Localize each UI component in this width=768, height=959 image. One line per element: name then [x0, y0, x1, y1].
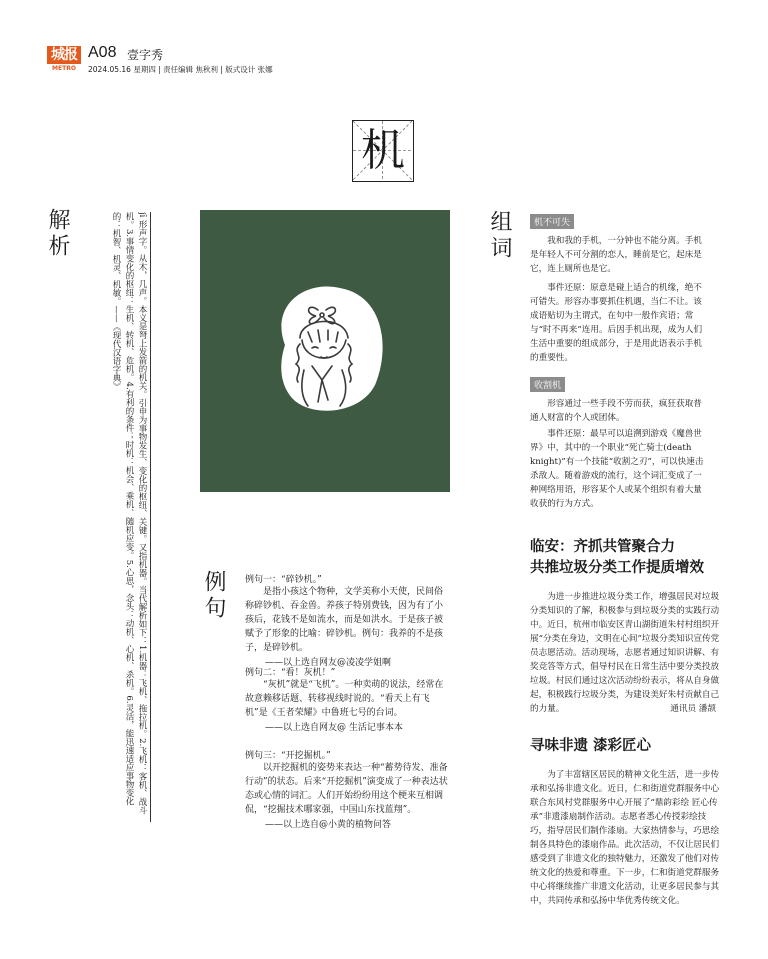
page-credits: 2024.05.16 星期四 | 责任编辑 焦秋利 | 版式设计 张娜 [88, 65, 273, 74]
title-char: 机 [361, 125, 405, 176]
news-headline-line-2: 共推垃圾分类工作提质增效 [530, 559, 704, 576]
news-body: 为了丰富辖区居民的精神文化生活，进一步传承和弘扬非遗文化。近日，仁和街道党群服务中心联合东风村党群服务中心开展了“鼎韵彩绘 匠心传承”非遗漆扇制作活动。志愿者悉心传授彩绘技巧，指导居民们制作漆扇。大家热情参与，巧思绘制各具特色的漆扇作品。此次活动，不仅让居民们感受到了非遗文化的独特魅力，还激发了他们对传统文化的热爱和尊重。下一步，仁和街道党群服务中心将继续推广非遗文化活动，让更多居民参与其中，共同传承和弘扬中华优秀传统文化。 [530, 770, 720, 906]
word-group-1 [530, 210, 710, 365]
analysis-text: jī 形声字。从木，几声。本义是弩上发箭的机关。引申为事物发生、变化的枢纽、关键。又指机器。当代解析如下：1.机器：飞机、拖拉机。2.飞机：客机、战斗机。3.事情变化的枢纽：生机、转机、危机。4.有利的条件；时机：机会、乘机、随机应变。5.心思，念头：动机、心机、杀机。6.灵活，能迅速适应事物变化的：机智、机灵、机敏。——《现代汉语字典》 [111, 212, 147, 815]
title-char-box [352, 120, 414, 182]
example-body: 是指小孩这个物种，文学美称小天使，民间俗称碎钞机、吞金兽。养孩子特别费钱，因为有了小孩后，花钱不是如流水，而是如洪水。于是孩子被赋予了形象的比喻：碎钞机。例句：我养的不是孩子，是碎钞机。 [245, 587, 444, 653]
example-source: ——以上选自网友@ 生活记事本本 [265, 723, 403, 733]
illustration [200, 210, 450, 492]
page-name: 壹字秀 [127, 48, 164, 62]
example-source: ——以上选自网友@凌凌学姐啊 [265, 658, 392, 668]
example-1 [245, 572, 450, 668]
example-title: 例句一：“碎钞机。” [245, 575, 322, 585]
newspaper-logo: 城报 [47, 46, 81, 64]
word-para: 形容通过一些手段不劳而获，疯狂获取普通人财富的个人或团体。 [530, 399, 702, 423]
word-para: 事件还原：原意是碰上适合的机缘，绝不可错失。形容办事要抓住机遇，当仁不让。该成语贴切为主谓式，在句中一般作宾语；常与“时不再来”连用。后因手机出现，成为人们生活中重要的组成部分，于是用此语表示手机的重要性。 [530, 283, 703, 363]
example-source: ——以上选自@小黄的植物问答 [265, 820, 392, 830]
heading-examples: 例句 [201, 570, 226, 622]
word-tag: 机不可失 [530, 214, 574, 229]
news-headline-line-1: 临安：齐抓共管聚合力 [530, 538, 675, 555]
page-number: A08 [88, 44, 117, 61]
word-para: 事件还原：最早可以追溯到游戏《魔兽世界》中，其中的一个职业“死亡骑士(death knight)”有一个技能“收割之刃”，可以快速击杀敌人。随着游戏的流行，这个词汇变成了一种网络用语，形容某个人或某个组织有着大量收获的行为方式。 [530, 429, 704, 509]
example-body: “灰机”就是“飞机”。一种卖萌的说法，经常在故意赖移话题、转移视线时说的。“看天上有飞机”是《王者荣耀》中鲁班七号的台词。 [245, 680, 444, 718]
news-article-2 [530, 735, 722, 908]
example-title: 例句二：“看！灰机！” [245, 668, 336, 678]
news-headline: 寻味非遗 漆彩匠心 [530, 737, 652, 754]
analysis-divider [150, 212, 151, 822]
word-tag: 收割机 [530, 377, 565, 392]
example-2 [245, 665, 450, 733]
word-group-2 [530, 373, 710, 511]
girl-doodle-icon [200, 210, 450, 492]
news-body: 为进一步推进垃圾分类工作，增强居民对垃圾分类知识的了解，积极参与到垃圾分类的实践行动中。近日，杭州市临安区青山湖街道朱村村组织开展“分类在身边，文明在心间”垃圾分类知识宣传党员志愿活动。活动现场，志愿者通过知识讲解、有奖竞答等方式，倡导村民在日常生活中要分类投放垃圾。村民们通过这次活动纷纷表示，将从自身做起，积极践行垃圾分类，为建设美好朱村贡献自己的力量。 [530, 592, 720, 714]
newspaper-logo-sub: METRO [52, 65, 76, 72]
example-body: 以开挖掘机的姿势来表达一种“蓄势待发、准备行动”的状态。后来“开挖掘机”演变成了一种表达状态或心情的词汇。人们开始纷纷用这个梗来互相调侃，“挖掘技术哪家强，中国山东找蓝翔”。 [245, 763, 448, 815]
word-para: 我和我的手机，一分钟也不能分离。手机是年轻人不可分割的恋人，睡前是它，起床是它，连上厕所也是它。 [530, 236, 702, 274]
heading-analysis: 解析 [45, 208, 70, 260]
news-article-1 [530, 536, 722, 714]
example-3 [245, 748, 450, 830]
news-byline: 通讯员 潘颉 [670, 704, 716, 714]
example-title: 例句三：“开挖掘机。” [245, 751, 331, 761]
heading-words: 组词 [487, 210, 512, 262]
